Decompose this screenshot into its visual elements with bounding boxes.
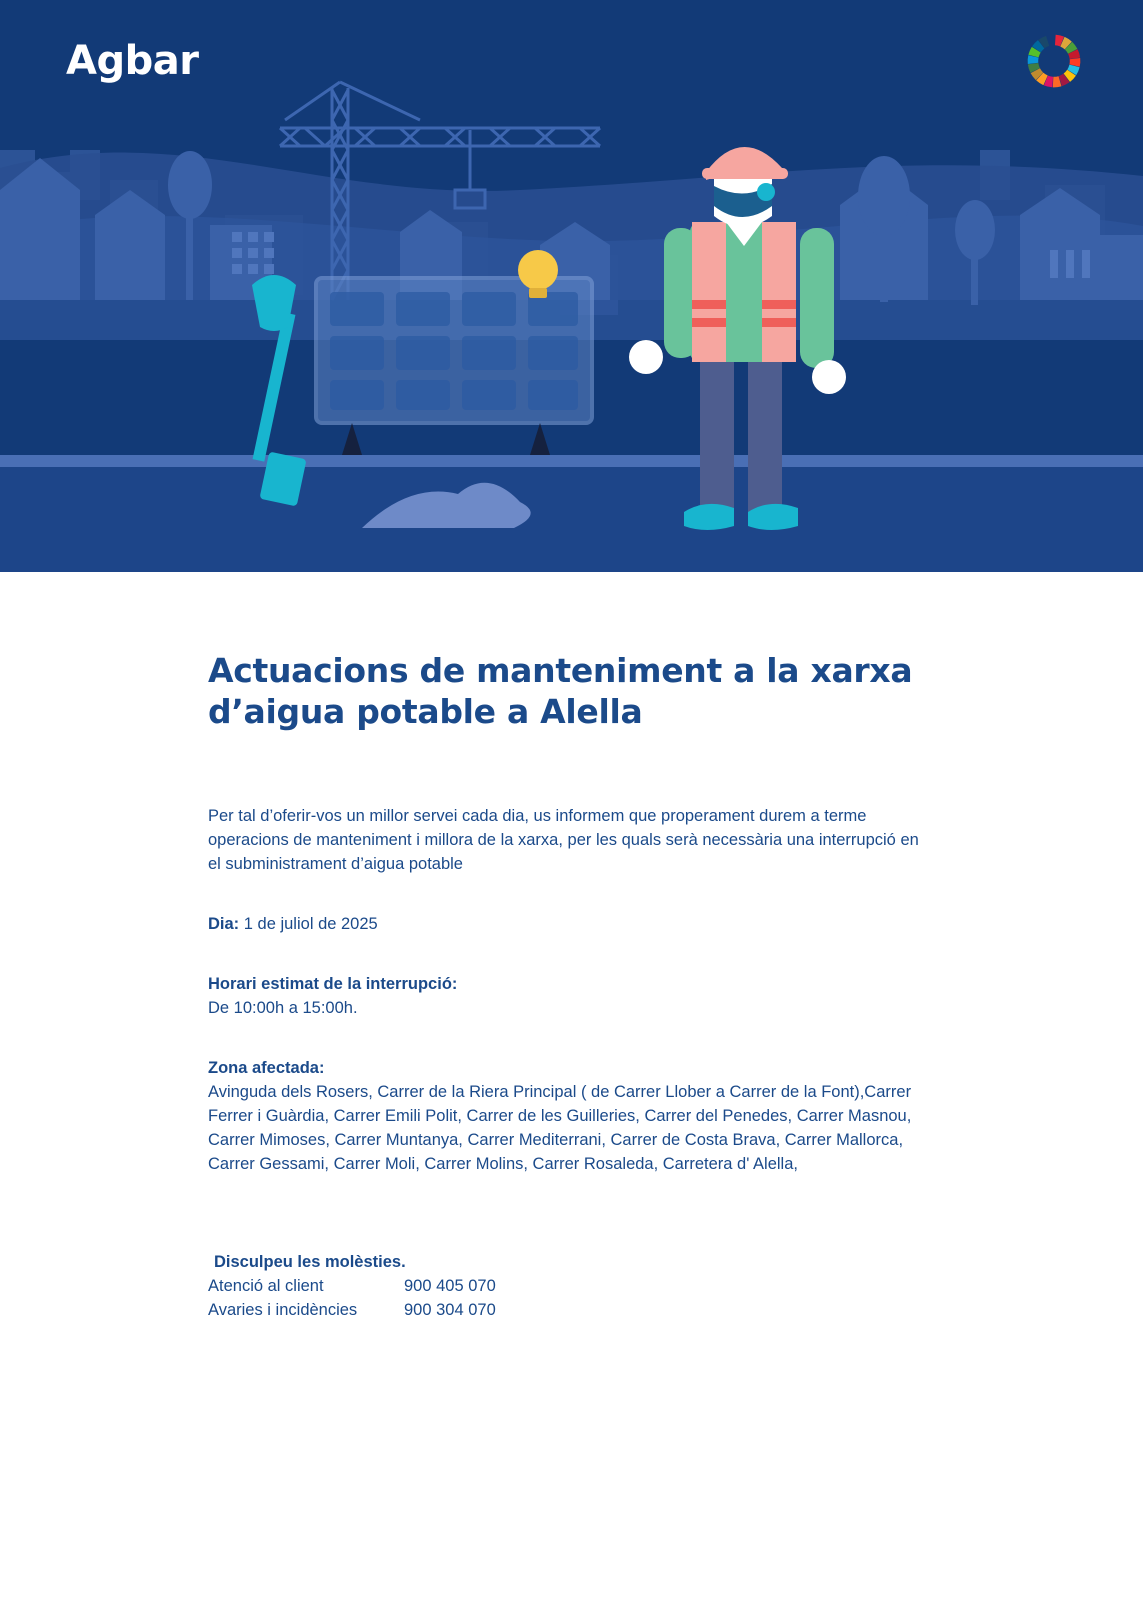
- document-body: [0, 572, 1143, 1322]
- zone-label: Zona afectada:: [208, 1059, 325, 1077]
- schedule-label: Horari estimat de la interrupció:: [208, 975, 458, 993]
- contact-row-customer-service: [208, 1274, 983, 1298]
- contact-number: 900 304 070: [404, 1301, 496, 1319]
- day-label: Dia:: [208, 915, 240, 933]
- agbar-logo: Agbar: [66, 38, 199, 84]
- schedule-row: [208, 972, 928, 1020]
- zone-value: Avinguda dels Rosers, Carrer de la Riera Principal ( de Carrer Llober a Carrer de la Font),Carrer Ferrer i Guàrdia, Carrer Emili Polit, Carrer de les Guilleries, Carrer del Penedes, Carrer Masnou, Carrer Mimoses, Carrer Muntanya, Carrer Mediterrani, Carrer de Costa Brava, Carrer Mallorca, Carrer Gessami, Carrer Moli, Carrer Molins, Carrer Rosaleda, Carretera d' Alella,: [208, 1083, 912, 1173]
- apology-text: Disculpeu les molèsties.: [214, 1253, 406, 1271]
- day-row: [208, 912, 928, 936]
- construction-scene-illustration: [0, 0, 1143, 572]
- contact-section: [208, 1250, 983, 1322]
- zone-row: [208, 1056, 928, 1176]
- contact-number: 900 405 070: [404, 1277, 496, 1295]
- day-value: 1 de juliol de 2025: [243, 915, 378, 933]
- contact-name: Atenció al client: [208, 1277, 324, 1295]
- contact-row-incidents: [208, 1298, 983, 1322]
- contact-name: Avaries i incidències: [208, 1301, 358, 1319]
- page-title: Actuacions de manteniment a la xarxa d’aigua potable a Alella: [208, 651, 913, 731]
- sdg-wheel-icon: [1023, 30, 1085, 92]
- schedule-value: De 10:00h a 15:00h.: [208, 999, 358, 1017]
- intro-paragraph: Per tal d’oferir-vos un millor servei cada dia, us informem que properament durem a terme operacions de manteniment i millora de la xarxa, per les quals serà necessària una interrupció en el subministrament d’aigua potable: [208, 807, 919, 873]
- hero-banner: [0, 0, 1143, 572]
